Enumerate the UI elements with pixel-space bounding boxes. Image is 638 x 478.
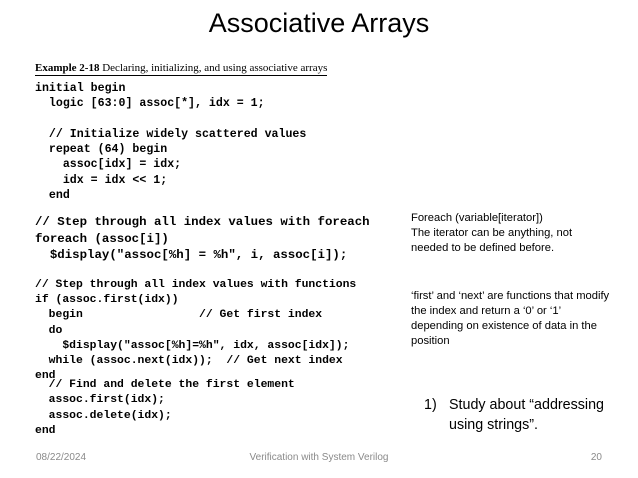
footer-date: 08/22/2024 xyxy=(36,452,87,463)
code-block-foreach: // Step through all index values with foreach foreach (assoc[i]) $display("assoc[%h] = %h", i, assoc[i]); xyxy=(35,215,370,262)
slide-title: Associative Arrays xyxy=(208,8,430,38)
numbered-list xyxy=(424,396,638,435)
caption-underline xyxy=(35,75,327,76)
list-number: 1) xyxy=(424,397,437,413)
example-label: Example 2-18 xyxy=(35,62,100,74)
note-first-next: ‘first’ and ‘next’ are functions that modify the index and return a ‘0’ or ‘1’ depending on existence of data in the position xyxy=(411,290,610,347)
example-caption-text: Declaring, initializing, and using associative arrays xyxy=(102,62,328,74)
footer-title: Verification with System Verilog xyxy=(249,452,389,463)
code-block-declaration: initial begin logic [63:0] assoc[*], idx = 1; // Initialize widely scattered values repeat (64) begin assoc[idx] = idx; idx = idx << 1; end xyxy=(35,82,307,203)
example-caption xyxy=(35,62,327,74)
list-item-text: Study about “addressing using strings”. xyxy=(449,397,604,433)
footer-page-number: 20 xyxy=(590,452,602,463)
code-block-functions: // Step through all index values with functions if (assoc.first(idx)) begin // Get first index do $display("assoc[%h]=%h", idx, assoc[idx]); while (assoc.next(idx)); // Get next index end xyxy=(35,279,357,383)
note-foreach: Foreach (variable[iterator]) The iterator can be anything, not needed to be defined before. xyxy=(411,212,573,254)
code-block-delete: // Find and delete the first element assoc.first(idx); assoc.delete(idx); end xyxy=(35,379,295,437)
